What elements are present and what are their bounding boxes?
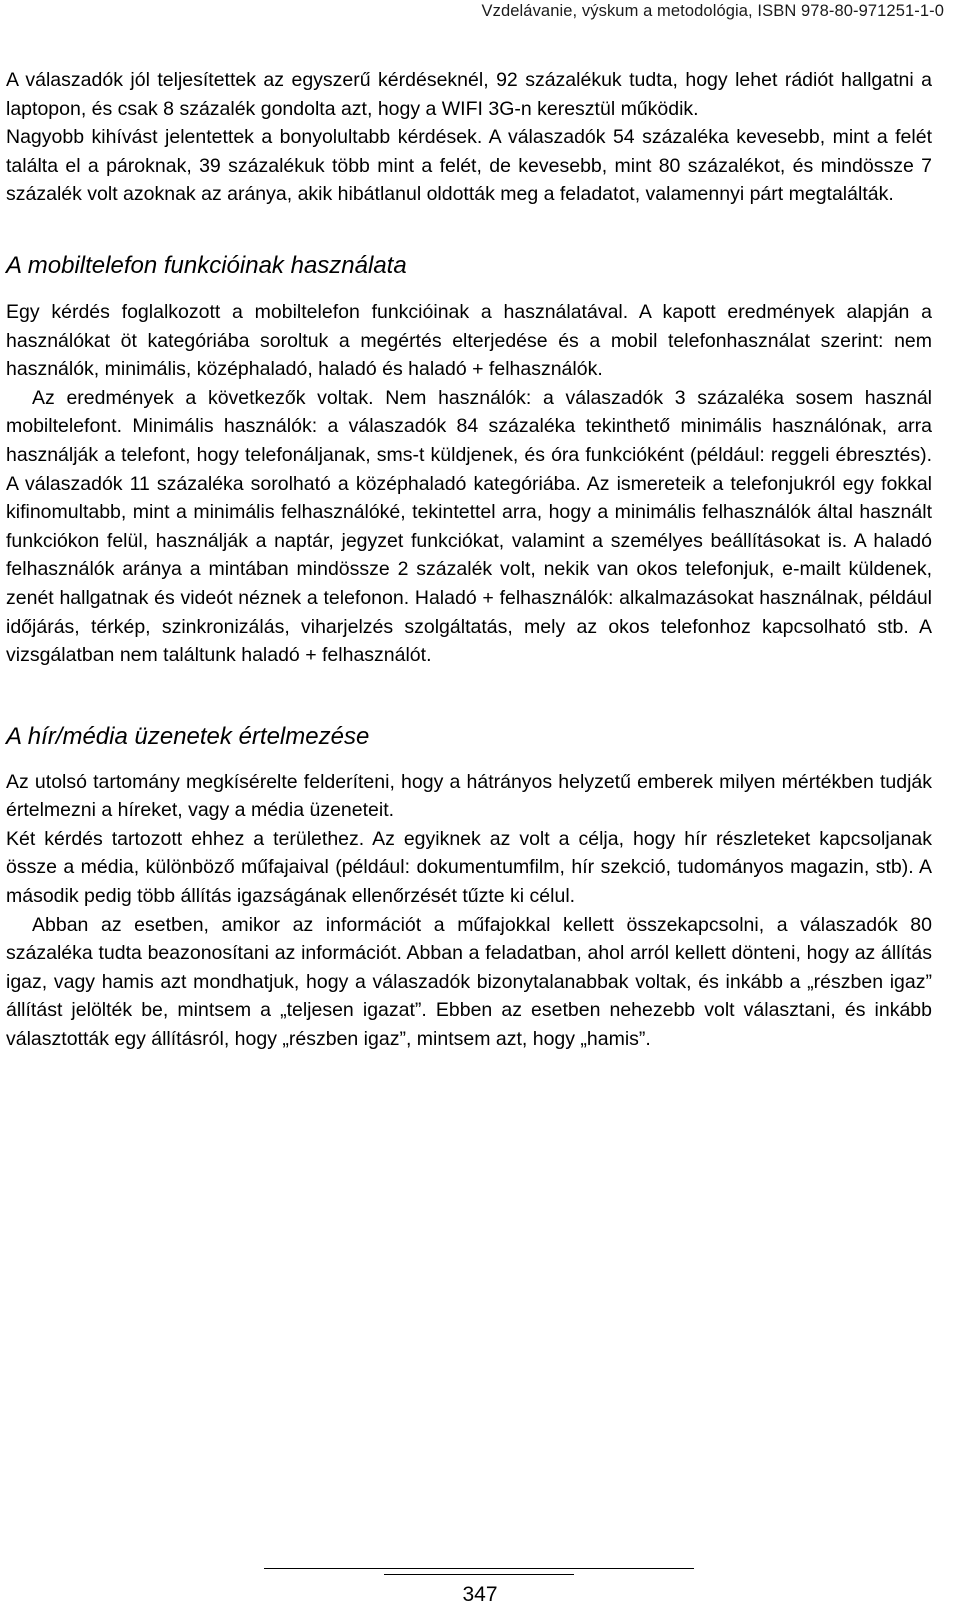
body-paragraph: Abban az esetben, amikor az információt a műfajokkal kellett összekapcsolni, a válaszadók 80 százaléka tudta beazonosítani az információt. Abban a feladatban, ahol arról kellett dönteni, hogy az állítás igaz, vagy hamis azt mondhatjuk, hogy a válaszadók bizonytalanabbak voltak, és inkább a „részben igaz” állítást jelölték be, mintsem a „teljesen igazat”. Ebben az esetben nehezebb volt választani, és inkább választották egy állításról, hogy „részben igaz”, mintsem azt, hogy „hamis”. [6, 913, 932, 1051]
footer-rule [264, 1568, 694, 1569]
body-paragraph: Az eredmények a következők voltak. Nem használók: a válaszadók 3 százaléka sosem használ mobiltelefont. Minimális használók: a válaszadók 84 százaléka tekinthető minimális használónak, arra használják a telefont, hogy telefonáljanak, sms-t küldjenek, és óra funkcióként (például: reggeli ébresztés). A válaszadók 11 százaléka sorolható a középhaladó kategóriába. Az ismereteik a telefonjukról egy fokkal kifinomultabb, mint a minimális felhasználóké, tekintettel arra, hogy a minimális felhasználók által használt funkciókon felül, használják a naptár, jegyzet funkciókat, valamint a személyes beállításokat is. A haladó felhasználók aránya a mintában mindössze 2 százalék volt, nekik van okos telefonjuk, e-mailt küldenek, zenét hallgatnak és videót néznek a telefonon. Haladó + felhasználók: alkalmazásokat használnak, például időjárás, térkép, szinkronizálás, viharjelzés szolgáltatás, mely az okos telefonhoz kapcsolható stb. A vizsgálatban nem találtunk haladó + felhasználót. [6, 386, 932, 667]
running-header: Vzdelávanie, výskum a metodológia, ISBN 978-80-971251-1-0 [481, 2, 944, 20]
body-paragraph: Nagyobb kihívást jelentettek a bonyolultabb kérdések. A válaszadók 54 százaléka kevesebb, mint a felét találta el a pároknak, 39 százalékuk több mint a felét, de kevesebb, mint 80 százalékot, és mindössze 7 százalék volt azoknak az aránya, akik hibátlanul oldották meg a feladatot, valamennyi párt megtalálták. [6, 126, 932, 206]
body-paragraph: Egy kérdés foglalkozott a mobiltelefon funkcióinak a használatával. A kapott eredmények alapján a használókat öt kategóriába soroltuk a megértés elterjedése és a mobil telefonhasználat szerint: nem használók, minimális, középhaladó, haladó és haladó + felhasználók. [6, 300, 932, 381]
section-title-media: A hír/média üzenetek értelmezése [6, 722, 370, 750]
body-paragraph: A válaszadók jól teljesítettek az egyszerű kérdéseknél, 92 százalékuk tudta, hogy lehet rádiót hallgatni a laptopon, és csak 8 százalék gondolta azt, hogy a WIFI 3G-n keresztül működik. [6, 69, 932, 120]
section-title-mobile: A mobiltelefon funkcióinak használata [6, 251, 407, 279]
footer-rule-short [384, 1574, 574, 1575]
page-number: 347 [462, 1583, 498, 1606]
page-body [6, 66, 932, 1054]
body-paragraph: Két kérdés tartozott ehhez a területhez. Az egyiknek az volt a célja, hogy hír részleteket kapcsoljanak össze a média, különböző műfajaival (például: dokumentumfilm, hír szekció, tudományos magazin, stb). A második pedig több állítás igazságának ellenőrzését tűzte ki célul. [6, 827, 932, 908]
body-paragraph: Az utolsó tartomány megkísérelte felderíteni, hogy a hátrányos helyzetű emberek milyen mértékben tudják értelmezni a híreket, vagy a média üzeneteit. [6, 770, 932, 822]
